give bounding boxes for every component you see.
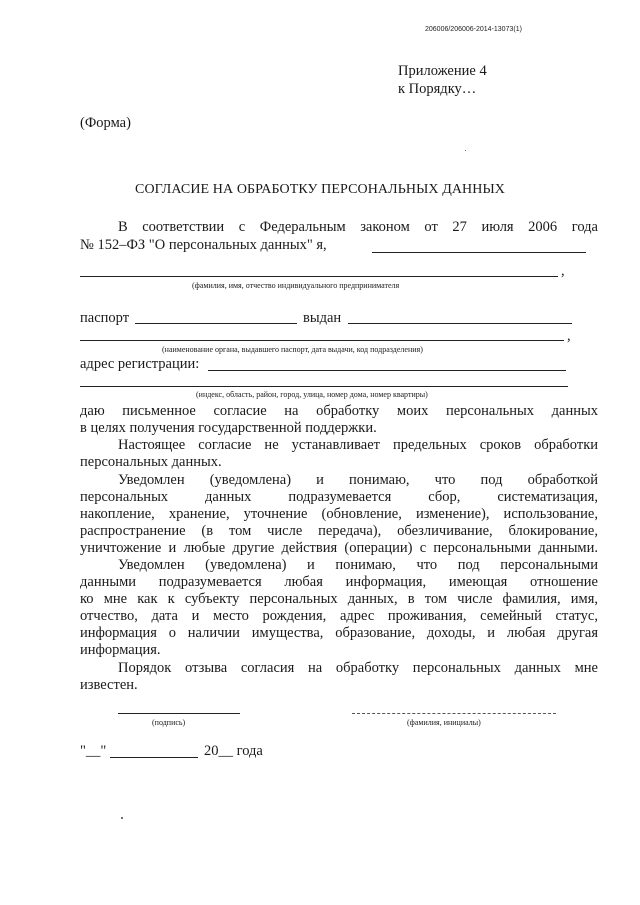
paragraph-1-line-1: даю письменное согласие на обработку моих персональных данных xyxy=(80,403,598,419)
date-year: 20__ года xyxy=(204,743,263,759)
paragraph-3-line-5: уничтожение и любые другие действия (операции) с персональными данными. xyxy=(80,540,598,556)
paragraph-4-line-2: данными подразумевается любая информация, имеющая отношение xyxy=(80,574,598,590)
date-month-field-line xyxy=(110,757,198,758)
document-title: СОГЛАСИЕ НА ОБРАБОТКУ ПЕРСОНАЛЬНЫХ ДАННЫХ xyxy=(135,182,505,197)
name-field-line xyxy=(372,252,586,253)
address-field-line-2 xyxy=(80,386,568,387)
fio-caption: (фамилия, имя, отчество индивидуального предпринимателя xyxy=(192,281,400,290)
scan-speck xyxy=(465,150,466,151)
issued-comma: , xyxy=(567,328,571,344)
passport-label: паспорт xyxy=(80,310,130,326)
paragraph-3-line-3: накопление, хранение, уточнение (обновление, изменение), использование, xyxy=(80,506,598,522)
paragraph-4-line-4: отчество, дата и место рождения, адрес проживания, семейный статус, xyxy=(80,608,598,624)
fio-comma: , xyxy=(561,263,565,279)
issued-field-line-2 xyxy=(80,340,564,341)
fio-field-line xyxy=(80,276,558,277)
scan-speck xyxy=(121,817,123,819)
document-id: 206006/206006-2014-13073(1) xyxy=(425,26,522,33)
intro-line-2: № 152–ФЗ "О персональных данных" я, xyxy=(80,237,327,253)
issued-label: выдан xyxy=(303,310,342,326)
paragraph-2-line-1: Настоящее согласие не устанавливает предельных сроков обработки xyxy=(118,437,598,453)
paragraph-4-line-5: информация о наличии имущества, образование, доходы, и любая другая xyxy=(80,625,598,641)
paragraph-3-line-2: персональных данных подразумевается сбор, систематизация, xyxy=(80,489,598,505)
name-initials-field-line xyxy=(352,713,556,714)
address-caption: (индекс, область, район, город, улица, номер дома, номер квартиры) xyxy=(196,390,428,399)
paragraph-4-line-1: Уведомлен (уведомлена) и понимаю, что под персональными xyxy=(118,557,598,573)
intro-line-1: В соответствии с Федеральным законом от 27 июля 2006 года xyxy=(118,219,598,235)
paragraph-5-line-1: Порядок отзыва согласия на обработку персональных данных мне xyxy=(118,660,598,676)
appendix-line-1: Приложение 4 xyxy=(398,63,487,79)
paragraph-4-line-6: информация. xyxy=(80,642,161,658)
form-label: (Форма) xyxy=(80,115,131,131)
paragraph-4-line-3: ко мне как к субъекту персональных данных, в том числе фамилия, имя, xyxy=(80,591,598,607)
paragraph-2-line-2: персональных данных. xyxy=(80,454,222,470)
signature-field-line xyxy=(118,713,240,714)
paragraph-5-line-2: известен. xyxy=(80,677,138,693)
organ-caption: (наименование органа, выдавшего паспорт, дата выдачи, код подразделения) xyxy=(162,345,423,354)
signature-caption: (подпись) xyxy=(152,718,186,727)
issued-field-line xyxy=(348,323,572,324)
passport-field-line xyxy=(135,323,297,324)
appendix-line-2: к Порядку… xyxy=(398,81,477,97)
paragraph-3-line-1: Уведомлен (уведомлена) и понимаю, что под обработкой xyxy=(118,472,598,488)
address-label: адрес регистрации: xyxy=(80,356,200,372)
paragraph-1-line-2: в целях получения государственной поддержки. xyxy=(80,420,377,436)
name-initials-caption: (фамилия, инициалы) xyxy=(407,718,481,727)
paragraph-3-line-4: распространение (в том числе передача), обезличивание, блокирование, xyxy=(80,523,598,539)
date-day: "__" xyxy=(80,743,107,759)
address-field-line xyxy=(208,370,566,371)
